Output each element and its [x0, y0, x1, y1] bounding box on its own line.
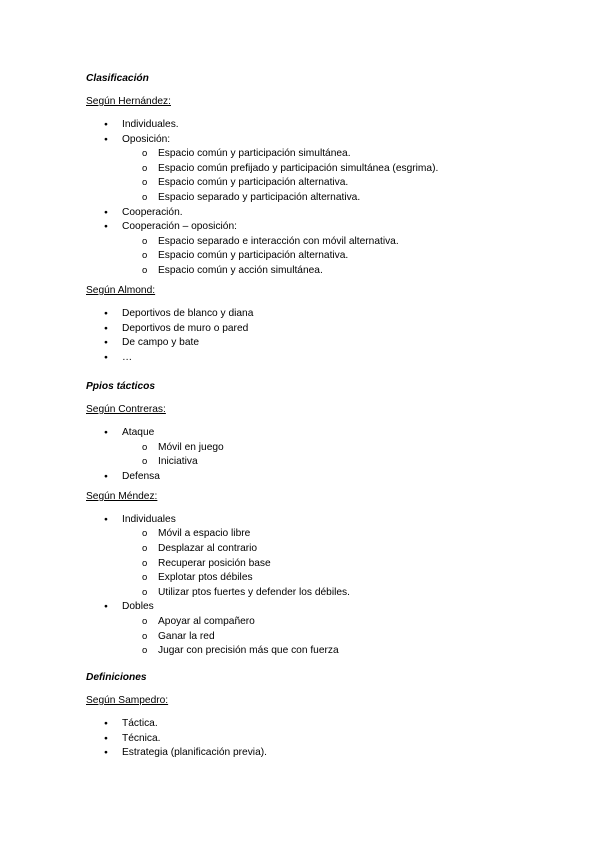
- list-item: Defensa: [122, 470, 160, 482]
- sub-list-item: Iniciativa: [158, 456, 198, 468]
- list-item: …: [122, 351, 133, 363]
- circle-bullet-icon: o: [142, 162, 148, 174]
- bullet-icon: ●: [104, 429, 108, 436]
- source-heading: Según Contreras:: [86, 404, 166, 415]
- circle-bullet-icon: o: [142, 441, 148, 453]
- list-item: Oposición:: [122, 133, 171, 145]
- sub-list-item: Espacio común prefijado y participación simultánea (esgrima).: [158, 162, 439, 174]
- bullet-icon: ●: [104, 121, 108, 128]
- sub-list-item: Explotar ptos débiles: [158, 572, 253, 584]
- list-item: Técnica.: [122, 732, 161, 744]
- sub-list-item: Ganar la red: [158, 630, 215, 642]
- sub-list-item: Espacio separado e interacción con móvil alternativa.: [158, 235, 399, 247]
- list-item: Individuales: [122, 513, 176, 525]
- list-item: Táctica.: [122, 718, 158, 729]
- bullet-icon: ●: [104, 603, 108, 611]
- bullet-icon: ●: [104, 208, 108, 216]
- sub-list-item: Espacio separado y participación alternativa.: [158, 192, 361, 203]
- circle-bullet-icon: o: [142, 148, 148, 160]
- circle-bullet-icon: o: [142, 586, 148, 598]
- source-heading: Según Méndez:: [86, 490, 158, 502]
- list-item: Deportivos de muro o pared: [122, 322, 249, 334]
- sub-list-item: Desplazar al contrario: [158, 543, 258, 554]
- sub-list-item: Espacio común y acción simultánea.: [158, 265, 323, 276]
- bullet-icon: ●: [104, 223, 108, 231]
- bullet-icon: ●: [104, 749, 108, 757]
- circle-bullet-icon: o: [142, 265, 148, 276]
- sub-list-item: Apoyar al compañero: [158, 616, 255, 627]
- list-item: Estrategia (planificación previa).: [122, 747, 267, 759]
- circle-bullet-icon: o: [142, 235, 148, 247]
- sub-list-item: Jugar con precisión más que con fuerza: [158, 645, 339, 657]
- sub-list-item: Móvil a espacio libre: [158, 528, 251, 540]
- bullet-icon: ●: [104, 353, 108, 361]
- bullet-icon: ●: [104, 472, 108, 480]
- circle-bullet-icon: o: [142, 456, 148, 468]
- circle-bullet-icon: o: [142, 645, 148, 657]
- circle-bullet-icon: o: [142, 572, 148, 584]
- section-heading: Definiciones: [86, 672, 147, 683]
- circle-bullet-icon: o: [142, 192, 148, 203]
- circle-bullet-icon: o: [142, 616, 148, 627]
- list-item: Individuales.: [122, 119, 179, 130]
- circle-bullet-icon: o: [142, 177, 148, 189]
- sub-list-item: Espacio común y participación simultánea.: [158, 148, 351, 160]
- list-item: Cooperación – oposición:: [122, 221, 237, 233]
- sub-list-item: Espacio común y participación alternativa.: [158, 250, 349, 262]
- bullet-icon: ●: [104, 734, 108, 742]
- bullet-icon: ●: [104, 720, 108, 727]
- section-heading: Clasificación: [86, 73, 149, 84]
- bullet-icon: ●: [104, 339, 108, 347]
- list-item: Cooperación.: [122, 206, 183, 218]
- bullet-icon: ●: [104, 515, 108, 523]
- source-heading: Según Hernández:: [86, 96, 171, 107]
- circle-bullet-icon: o: [142, 543, 148, 554]
- list-item: Ataque: [122, 427, 155, 438]
- sub-list-item: Móvil en juego: [158, 441, 224, 453]
- circle-bullet-icon: o: [142, 630, 148, 642]
- list-item: Deportivos de blanco y diana: [122, 308, 254, 319]
- list-item: De campo y bate: [122, 337, 200, 349]
- circle-bullet-icon: o: [142, 250, 148, 262]
- circle-bullet-icon: o: [142, 557, 148, 569]
- list-item: Dobles: [122, 601, 154, 613]
- section-heading: Ppios tácticos: [86, 381, 156, 392]
- circle-bullet-icon: o: [142, 528, 148, 540]
- source-heading: Según Almond:: [86, 285, 156, 296]
- bullet-icon: ●: [104, 310, 108, 317]
- sub-list-item: Espacio común y participación alternativa.: [158, 177, 349, 189]
- sub-list-item: Utilizar ptos fuertes y defender los débiles.: [158, 586, 350, 598]
- bullet-icon: ●: [104, 324, 108, 332]
- bullet-icon: ●: [104, 135, 108, 143]
- sub-list-item: Recuperar posición base: [158, 557, 271, 569]
- source-heading: Según Sampedro:: [86, 695, 169, 706]
